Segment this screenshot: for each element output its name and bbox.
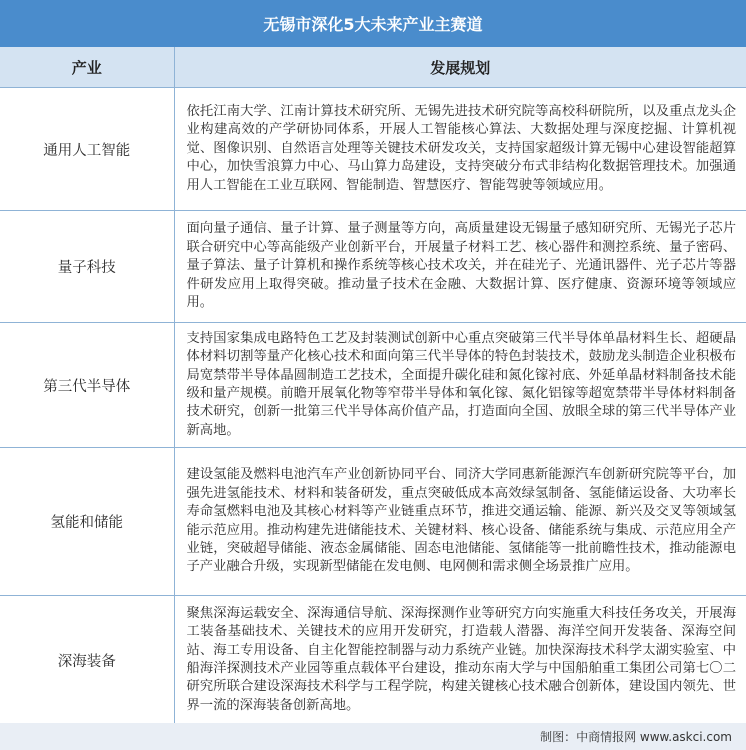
source-footer: 制图：中商情报网 www.askci.com <box>0 723 746 750</box>
plan-cell: 依托江南大学、江南计算技术研究所、无锡先进技术研究院等高校科研院所，以及重点龙头企业构建高效的产学研协同体系，开展人工智能核心算法、大数据处理与深度挖掘、计算机视觉、图像识别、自然语言处理等关键技术研发攻关，支持国家超级计算无锡中心建设智能超算中心，加快雪浪算力中心、马山算力岛建设，支持突破分布式非结构化数据管理技术。加强通用人工智能在工业互联网、智能制造、智慧医疗、智能驾驶等领域应用。 <box>174 88 746 211</box>
planning-table <box>0 47 746 725</box>
header-row <box>0 47 746 88</box>
table-row <box>0 323 746 448</box>
table-row <box>0 88 746 211</box>
plan-cell: 面向量子通信、量子计算、量子测量等方向，高质量建设无锡量子感知研究所、无锡光子芯片联合研究中心等高能级产业创新平台，开展量子材料工艺、核心器件和测控系统、量子密码、量子算法、量子计算机和操作系统等核心技术攻关，并在硅光子、光通讯器件、光子芯片等器件研发应用上取得突破。推动量子技术在金融、大数据计算、医疗健康、资源环境等领域应用。 <box>174 211 746 323</box>
table-title: 无锡市深化5大未来产业主赛道 <box>0 0 746 47</box>
industry-cell: 深海装备 <box>0 596 174 725</box>
table-row <box>0 448 746 596</box>
industry-cell: 通用人工智能 <box>0 88 174 211</box>
plan-cell: 聚焦深海运载安全、深海通信导航、深海探测作业等研究方向实施重大科技任务攻关，开展海工装备基础技术、关键技术的应用开发研究，打造载人潜器、海洋空间开发装备、深海空间站、海工专用设备、自主化智能控制器与动力系统产业链。加快深海技术科学太湖实验室、中船海洋探测技术产业园等重点载体平台建设，推动东南大学与中国船舶重工集团公司第七〇二研究所联合建设深海技术科学与工程学院，构建关键核心技术融合创新体，建设国内领先、世界一流的深海装备创新高地。 <box>174 596 746 725</box>
industry-cell: 量子科技 <box>0 211 174 323</box>
column-header-plan: 发展规划 <box>174 47 746 88</box>
industry-cell: 第三代半导体 <box>0 323 174 448</box>
column-header-industry: 产业 <box>0 47 174 88</box>
plan-cell: 支持国家集成电路特色工艺及封装测试创新中心重点突破第三代半导体单晶材料生长、超硬晶体材料切割等量产化核心技术和面向第三代半导体的特色封装技术，鼓励龙头制造企业积极布局宽禁带半导体晶圆制造工艺技术，全面提升碳化硅和氮化镓衬底、外延单晶材料制备技术能级和量产规模。前瞻开展氧化物等窄带半导体和氧化镓、氮化铝镓等超宽禁带半导体材料制备技术研究，创新一批第三代半导体高价值产品，打造面向全国、放眼全球的第三代半导体产业新高地。 <box>174 323 746 448</box>
table-row <box>0 211 746 323</box>
table-row <box>0 596 746 725</box>
plan-cell: 建设氢能及燃料电池汽车产业创新协同平台、同济大学同惠新能源汽车创新研究院等平台，加强先进氢能技术、材料和装备研发，重点突破低成本高效绿氢制备、氢能储运设备、大功率长寿命氢燃料电池及其核心材料等产业链重点环节，推进交通运输、能源、新兴及交叉等领域氢能示范应用。推动构建先进储能技术、关键材料、核心设备、储能系统与集成、示范应用全产业链，突破超导储能、液态金属储能、固态电池储能、氢储能等一批前瞻性技术，推动能源电子产业融合升级，实现新型储能在发电侧、电网侧和需求侧全场景推广应用。 <box>174 448 746 596</box>
industry-cell: 氢能和储能 <box>0 448 174 596</box>
